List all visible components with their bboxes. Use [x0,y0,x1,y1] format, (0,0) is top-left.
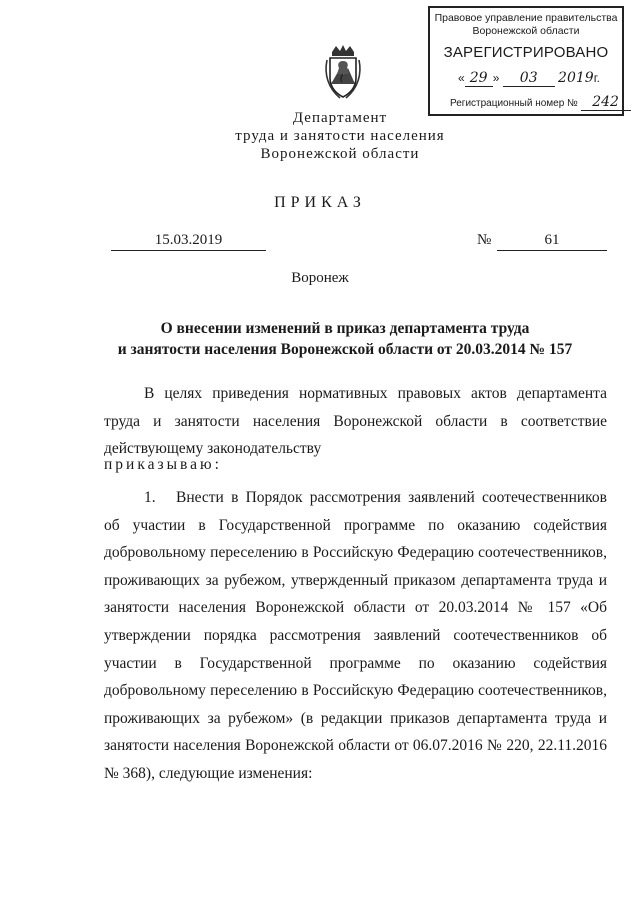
document-date: 15.03.2019 [111,232,266,251]
stamp-org-line2: Воронежской области [472,25,580,37]
document-number: 61 [497,232,607,251]
dept-name-line1: Департамент [292,110,388,126]
stamp-organization [430,12,622,38]
heading-line2: и занятости населения Воронежской области от 20.03.2014 № 157 [117,341,573,358]
voronezh-coat-of-arms-icon [322,44,364,100]
heading-line1: О внесении изменений в приказ департамента труда [160,320,530,337]
order-word: приказываю: [104,456,222,473]
stamp-date-year: 2019 [558,70,594,86]
stamp-registered-label: ЗАРЕГИСТРИРОВАНО [443,44,609,61]
stamp-date-day: 29 [465,70,493,87]
item-1-text: Внести в Порядок рассмотрения заявлений соотечественников об участии в Государственной программе по оказанию содействия добровольному переселению в Российскую Федерацию соотечественников, проживающих за рубежом, утвержденный приказом департамента труда и занятости населения Воронежской области от 20.03.2014 № 157 «Об утверждении порядка рассмотрения заявлений соотечественников об участии в Государственной программе по оказанию содействия добровольному переселению в Российскую Федерацию соотечественников, проживающих за рубежом» (в редакции приказов департамента труда и занятости населения Воронежской области от 06.07.2016 № 220, 22.11.2016 № 368), следующие изменения: [104,489,607,782]
stamp-reg-number-value: 242 [581,94,631,111]
number-sign: № [477,232,492,248]
stamp-date-suffix: г. [593,71,600,85]
document-type: ПРИКАЗ [274,194,366,211]
stamp-reg-number-label: Регистрационный номер № [450,98,578,109]
stamp-reg-number [450,94,631,111]
preamble-paragraph: В целях приведения нормативных правовых актов департамента труда и занятости населения Воронежской области в соответствие действующему законодательству [104,385,607,458]
city: Воронеж [291,270,349,286]
item-1-number: 1. [144,489,156,506]
stamp-date-month: 03 [503,70,555,87]
dept-name-line3: Воронежской области [260,146,420,162]
registration-stamp [428,6,624,116]
dept-name-line2: труда и занятости населения [235,128,445,144]
stamp-date: « 29 » 03 2019г. [458,70,600,86]
stamp-org-line1: Правовое управление правительства [434,12,618,24]
item-1-paragraph [104,484,607,788]
document-heading [80,318,610,360]
